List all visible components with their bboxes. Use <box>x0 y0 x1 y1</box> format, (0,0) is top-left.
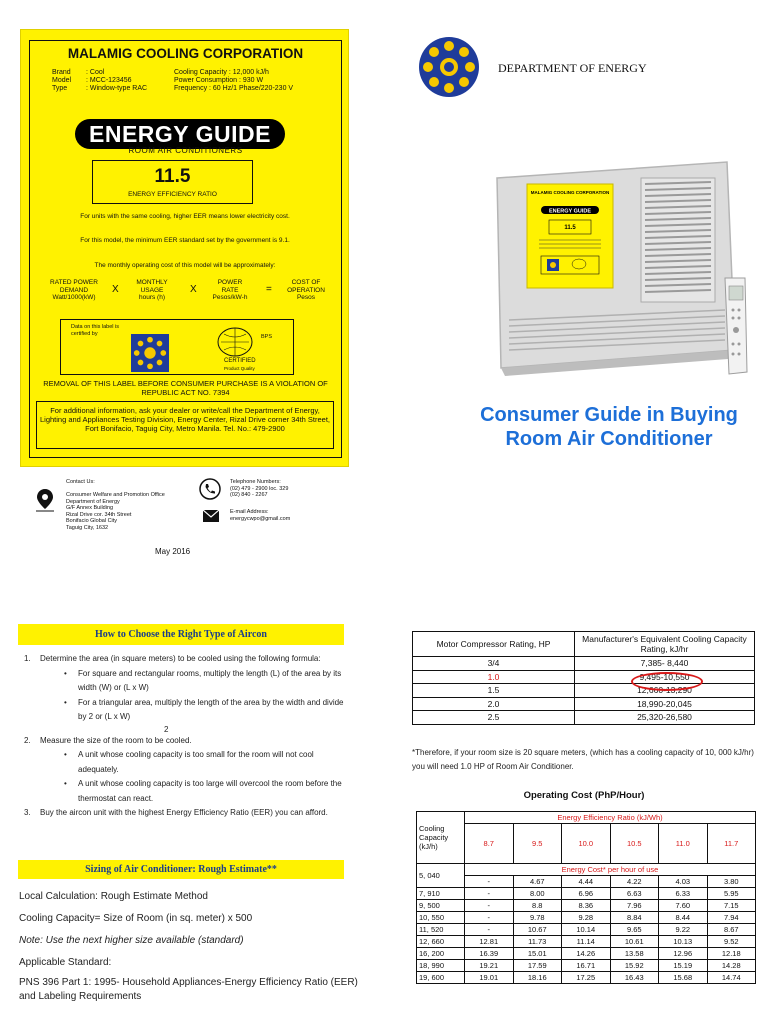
product-quality-text: Product Quality <box>224 366 255 371</box>
publication-date: May 2016 <box>155 547 191 556</box>
sizing-line: PNS 396 Part 1: 1995- Household Appliances-Energy Efficiency Ratio (EER) and Labeling Requirements <box>19 977 358 1002</box>
highlight-ellipse <box>631 672 703 691</box>
spec-row: Frequency : 60 Hz/1 Phase/220-230 V <box>174 85 294 92</box>
doe-seal-logo <box>418 36 480 98</box>
cost-header: Energy Cost* per hour of use <box>465 864 756 876</box>
table-row-highlight: 1.0 9,495-10,550 <box>413 670 755 684</box>
mini-label-value: 11.5 <box>564 225 576 231</box>
consumer-guide-title: Consumer Guide in Buying Room Air Conditioner <box>480 404 738 450</box>
formula-term: POWER RATE Pesos/kW-h <box>212 279 248 301</box>
table-row: 1.5 12,660-13,290 <box>413 684 755 698</box>
energy-guide-banner: ENERGY GUIDE <box>75 119 285 149</box>
table-row: 9, 500 - 8.8 8.36 7.96 7.60 7.15 <box>417 900 756 912</box>
bps-text: BPS <box>261 334 273 340</box>
contact-address: Consumer Welfare and Promotion Office Department of Energy G/F Annex Building Rizal Drive cor. 34th Street Bonifacio Global City Taguig City, 1632 <box>66 492 165 531</box>
spec-row: Model : MCC-123456 <box>52 77 132 84</box>
table-row: 2.5 25,320-26,580 <box>413 711 755 725</box>
choose-steps <box>24 652 354 821</box>
mini-label-banner: ENERGY GUIDE <box>548 208 592 215</box>
energy-guide-label <box>20 29 349 467</box>
step-item: • A unit whose cooling capacity is too large will overcool the room before the thermostat can react. <box>64 779 342 803</box>
location-pin-icon <box>34 487 56 513</box>
table-header: Manufacturer's Equivalent Cooling Capacity Rating, kJ/hr <box>575 632 755 657</box>
table-row: - 4.67 4.44 4.22 4.03 3.80 <box>417 876 756 888</box>
info-box: For additional information, ask your dealer or write/call the Department of Energy, Lighting and Appliances Testing Division, Energy Center, Rizal Drive corner 34th Street, Fort Bonifacio, Taguig City, Metro Manila. Tel. No.: 479-2900 <box>36 401 334 449</box>
cert-text: Data on this label is certified by <box>71 324 119 337</box>
choose-heading: How to Choose the Right Type of Aircon <box>18 624 344 645</box>
formula-term: MONTHLY USAGE hours (h) <box>136 279 168 301</box>
step-item: 1. Determine the area (in square meters) to be cooled using the following formula: <box>24 654 321 663</box>
sizing-line: Local Calculation: Rough Estimate Method <box>19 891 208 902</box>
sizing-line: Cooling Capacity= Size of Room (in sq. meter) x 500 <box>19 913 253 924</box>
phone-icon <box>199 478 221 500</box>
sizing-heading: Sizing of Air Conditioner: Rough Estimate** <box>18 860 344 879</box>
sizing-line: Applicable Standard: <box>19 957 112 968</box>
label-note-3: The monthly operating cost of this model will be approximately: <box>94 262 276 269</box>
air-conditioner-illustration <box>489 160 753 382</box>
formula-term: RATED POWER DEMAND Watt/1000(kW) <box>50 279 98 301</box>
doe-title: DEPARTMENT OF ENERGY <box>498 61 647 75</box>
certified-text: CERTIFIED <box>224 358 256 364</box>
table-row: 2.0 18,990-20,045 <box>413 697 755 711</box>
eer-value: 11.5 <box>154 166 191 187</box>
table-header-row <box>417 812 756 824</box>
spec-row: Type : Window-type RAC <box>52 85 148 92</box>
times-sign: X <box>112 284 119 295</box>
specs-left <box>52 69 147 93</box>
doe-sun-icon <box>131 334 169 372</box>
mini-label-company: MALAMIG COOLING CORPORATION <box>530 190 610 195</box>
eer-caption: ENERGY EFFICIENCY RATIO <box>128 191 217 198</box>
spec-row: Brand : Cool <box>52 69 105 76</box>
cost-header-row: 5, 040 Energy Cost* per hour of use <box>417 864 756 876</box>
table-row: 7, 910 - 8.00 6.96 6.63 6.33 5.95 <box>417 888 756 900</box>
eer-box <box>92 160 253 204</box>
spec-row: Power Consumption : 930 W <box>174 77 264 84</box>
spec-row: Cooling Capacity : 12,000 kJ/h <box>174 69 269 76</box>
certification-box <box>60 319 294 375</box>
table-row: 10, 550 - 9.78 9.28 8.84 8.44 7.94 <box>417 912 756 924</box>
capacity-header: Cooling Capacity (kJ/h) <box>417 812 465 864</box>
telephone-block: Telephone Numbers: (02) 479 - 2900 loc. 329 (02) 840 - 2267 <box>230 479 289 499</box>
specs-right <box>174 69 293 93</box>
label-note-1: For units with the same cooling, higher EER means lower electricity cost. <box>80 213 290 220</box>
table-header-row <box>413 632 755 657</box>
table-row: 12, 660 12.81 11.73 11.14 10.61 10.13 9.52 <box>417 936 756 948</box>
energy-guide-border <box>29 40 342 458</box>
sizing-line: Note: Use the next higher size available (standard) <box>19 935 244 946</box>
table-header: Motor Compressor Rating, HP <box>413 632 575 657</box>
step-item: • For a triangular area, multiply the length of the area by the width and divide by 2 or (L x W) <box>64 697 344 721</box>
operating-cost-table <box>416 811 756 984</box>
times-sign: X <box>190 284 197 295</box>
label-note-2: For this model, the minimum EER standard set by the government is 9.1. <box>80 237 290 244</box>
step-item: 3. Buy the aircon unit with the highest Energy Efficiency Ratio (EER) you can afford. <box>24 808 328 817</box>
step-item: 2. Measure the size of the room to be cooled. <box>24 735 192 745</box>
removal-warning: REMOVAL OF THIS LABEL BEFORE CONSUMER PURCHASE IS A VIOLATION OF REPUBLIC ACT NO. 7394 <box>43 379 328 397</box>
operating-cost-title: Operating Cost (PhP/Hour) <box>523 790 645 801</box>
capacity-note: *Therefore, if your room size is 20 square meters, (which has a cooling capacity of 10, 000 kJ/hr) you will need 1.0 HP of Room Air Conditioner. <box>412 748 754 771</box>
eer-values-row: 8.7 9.5 10.0 10.5 11.0 11.7 <box>417 824 756 864</box>
cost-formula <box>42 279 332 313</box>
table-row: 3/4 7,385- 8,440 <box>413 657 755 671</box>
eer-header: Energy Efficiency Ratio (kJ/Wh) <box>465 812 756 824</box>
contact-us-label: Contact Us: <box>66 479 95 485</box>
step-item: • For square and rectangular rooms, multiply the length (L) of the area by its width (W) or (L x W) <box>64 668 342 692</box>
email-block <box>230 509 290 522</box>
step-item: • A unit whose cooling capacity is too small for the room will not cool adequately. <box>64 750 314 774</box>
table-row: 18, 990 19.21 17.59 16.71 15.92 15.19 14.28 <box>417 960 756 972</box>
label-subtitle: ROOM AIR CONDITIONERS <box>128 146 243 155</box>
label-company-name: MALAMIG COOLING CORPORATION <box>67 46 304 61</box>
capacity-table <box>412 631 755 725</box>
email-address: energycwpo@gmail.com <box>230 515 291 522</box>
email-label: E-mail Address: <box>230 509 269 515</box>
email-icon <box>203 510 219 522</box>
equals-sign: = <box>266 284 272 295</box>
table-row: 11, 520 - 10.67 10.14 9.65 9.22 8.67 <box>417 924 756 936</box>
table-row: 19, 600 19.01 18.16 17.25 16.43 15.68 14.74 <box>417 972 756 984</box>
telephone-label: Telephone Numbers: <box>230 479 281 485</box>
formula-term: COST OF OPERATION Pesos <box>287 279 325 301</box>
table-row: 16, 200 16.39 15.01 14.26 13.58 12.96 12.18 <box>417 948 756 960</box>
fraction-denominator: 2 <box>164 724 169 734</box>
